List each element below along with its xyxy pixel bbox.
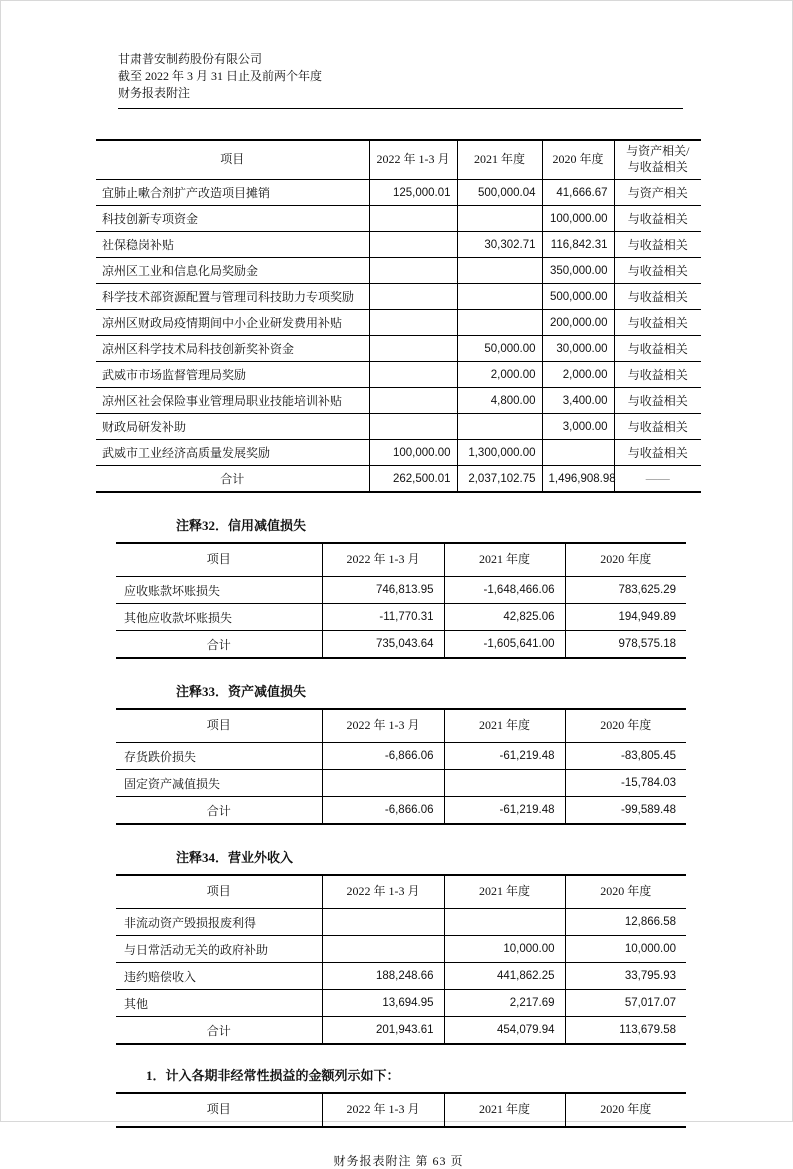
value-2020-cell: 978,575.18: [565, 631, 686, 659]
table-row: [116, 631, 686, 659]
value-2021-cell: 50,000.00: [457, 336, 542, 362]
value-2021-cell: [444, 909, 565, 936]
value-2021-cell: [457, 284, 542, 310]
item-cell: 合计: [116, 1017, 322, 1045]
table-row: [96, 440, 701, 466]
item-cell: 存货跌价损失: [116, 743, 322, 770]
column-header-2022: 2022 年 1-3 月: [369, 140, 457, 180]
value-2020-cell: 33,795.93: [565, 963, 686, 990]
value-2021-cell: 2,000.00: [457, 362, 542, 388]
value-2022-cell: 746,813.95: [322, 577, 444, 604]
table-row: [96, 362, 701, 388]
table-row: [96, 310, 701, 336]
report-period: 截至 2022 年 3 月 31 日止及前两个年度: [118, 69, 323, 83]
value-2022-cell: [369, 206, 457, 232]
item-cell: 合计: [116, 631, 322, 659]
value-2020-cell: 41,666.67: [542, 180, 614, 206]
value-2021-cell: 441,862.25: [444, 963, 565, 990]
value-2022-cell: 262,500.01: [369, 466, 457, 493]
note33-title: 注释33．资产减值损失: [176, 684, 307, 699]
value-2022-cell: [369, 232, 457, 258]
non-recurring-items-table: [116, 1092, 686, 1128]
column-header-2022: 2022 年 1-3 月: [322, 709, 444, 743]
column-header-2020: 2020 年度: [542, 140, 614, 180]
value-2020-cell: 350,000.00: [542, 258, 614, 284]
note34-title: 注释34．营业外收入: [176, 850, 294, 865]
table-row: [116, 936, 686, 963]
value-2020-cell: 57,017.07: [565, 990, 686, 1017]
table-row: [96, 284, 701, 310]
value-2020-cell: 200,000.00: [542, 310, 614, 336]
table-row: [116, 797, 686, 825]
related-type-cell: 与收益相关: [614, 388, 701, 414]
header-rule: [118, 108, 683, 109]
value-2021-cell: 500,000.04: [457, 180, 542, 206]
value-2022-cell: [369, 388, 457, 414]
table-row: [116, 990, 686, 1017]
column-header-2021: 2021 年度: [444, 1093, 565, 1127]
table-row: [96, 180, 701, 206]
item-cell: 应收账款坏账损失: [116, 577, 322, 604]
column-header-item: 项目: [116, 1093, 322, 1127]
related-type-cell: 与收益相关: [614, 336, 701, 362]
value-2021-cell: [457, 414, 542, 440]
table-row: [96, 466, 701, 493]
value-2022-cell: [322, 770, 444, 797]
credit-impairment-loss-table: [116, 542, 686, 659]
value-2022-cell: 13,694.95: [322, 990, 444, 1017]
value-2020-cell: 12,866.58: [565, 909, 686, 936]
value-2022-cell: [322, 909, 444, 936]
table-row: [116, 909, 686, 936]
asset-impairment-loss-table: [116, 708, 686, 825]
item-cell: 非流动资产毁损报废利得: [116, 909, 322, 936]
value-2020-cell: -15,784.03: [565, 770, 686, 797]
item-cell: 凉州区财政局疫情期间中小企业研发费用补贴: [96, 310, 369, 336]
value-2021-cell: [457, 206, 542, 232]
value-2021-cell: 4,800.00: [457, 388, 542, 414]
table-row: [96, 388, 701, 414]
doc-title: 财务报表附注: [118, 86, 191, 100]
related-type-cell: 与收益相关: [614, 440, 701, 466]
related-type-cell: 与收益相关: [614, 362, 701, 388]
value-2022-cell: [369, 362, 457, 388]
column-header-2022: 2022 年 1-3 月: [322, 875, 444, 909]
related-type-cell: 与收益相关: [614, 284, 701, 310]
value-2020-cell: 500,000.00: [542, 284, 614, 310]
table-row: [116, 743, 686, 770]
column-header-item: 项目: [116, 709, 322, 743]
column-header-related: [614, 140, 701, 180]
item-cell: 科技创新专项资金: [96, 206, 369, 232]
item-cell: 固定资产减值损失: [116, 770, 322, 797]
item-cell: 武威市市场监督管理局奖励: [96, 362, 369, 388]
related-type-cell: 与收益相关: [614, 232, 701, 258]
footer-page-label: 财务报表附注 第 63 页: [333, 1154, 464, 1168]
company-name: 甘肃普安制药股份有限公司: [118, 52, 263, 66]
related-type-cell: 与收益相关: [614, 206, 701, 232]
value-2021-cell: -61,219.48: [444, 797, 565, 825]
related-type-cell: 与收益相关: [614, 414, 701, 440]
value-2020-cell: -99,589.48: [565, 797, 686, 825]
related-type-cell: 与资产相关: [614, 180, 701, 206]
related-type-cell: 与收益相关: [614, 310, 701, 336]
value-2022-cell: [369, 258, 457, 284]
value-2021-cell: -61,219.48: [444, 743, 565, 770]
value-2021-cell: [457, 258, 542, 284]
item-cell: 凉州区社会保险事业管理局职业技能培训补贴: [96, 388, 369, 414]
value-2020-cell: [542, 440, 614, 466]
government-grants-table: [96, 139, 701, 493]
note32-title: 注释32．信用减值损失: [176, 518, 307, 533]
table-row: [116, 1017, 686, 1045]
table-row: [96, 206, 701, 232]
value-2022-cell: 201,943.61: [322, 1017, 444, 1045]
item-cell: 财政局研发补助: [96, 414, 369, 440]
item-cell: 合计: [116, 797, 322, 825]
column-header-2020: 2020 年度: [565, 1093, 686, 1127]
column-header-2020: 2020 年度: [565, 875, 686, 909]
value-2020-cell: 194,949.89: [565, 604, 686, 631]
column-header-2021: 2021 年度: [444, 709, 565, 743]
column-header-2020: 2020 年度: [565, 709, 686, 743]
value-2020-cell: 3,000.00: [542, 414, 614, 440]
table-header-row: [116, 1093, 686, 1127]
value-2022-cell: 100,000.00: [369, 440, 457, 466]
item-cell: 其他应收款坏账损失: [116, 604, 322, 631]
item-cell: 其他: [116, 990, 322, 1017]
value-2020-cell: 1,496,908.98: [542, 466, 614, 493]
item-cell: 武威市工业经济高质量发展奖励: [96, 440, 369, 466]
value-2021-cell: 42,825.06: [444, 604, 565, 631]
non-recurring-section-heading: 1．计入各期非经常性损益的金额列示如下：: [146, 1068, 400, 1083]
column-header-2021: 2021 年度: [457, 140, 542, 180]
value-2022-cell: [369, 414, 457, 440]
value-2021-cell: [457, 310, 542, 336]
value-2022-cell: [369, 310, 457, 336]
column-header-2020: 2020 年度: [565, 543, 686, 577]
value-2021-cell: 2,037,102.75: [457, 466, 542, 493]
table-row: [116, 963, 686, 990]
value-2022-cell: -6,866.06: [322, 743, 444, 770]
column-header-item: 项目: [116, 875, 322, 909]
value-2021-cell: 10,000.00: [444, 936, 565, 963]
value-2021-cell: -1,648,466.06: [444, 577, 565, 604]
value-2020-cell: 100,000.00: [542, 206, 614, 232]
value-2022-cell: -6,866.06: [322, 797, 444, 825]
table-row: [96, 414, 701, 440]
table-row: [116, 577, 686, 604]
item-cell: 与日常活动无关的政府补助: [116, 936, 322, 963]
table-header-row: [116, 709, 686, 743]
related-header-line1: 与资产相关/: [626, 144, 690, 159]
item-cell: 凉州区科学技术局科技创新奖补资金: [96, 336, 369, 362]
value-2022-cell: 125,000.01: [369, 180, 457, 206]
table-header-row: [96, 140, 701, 180]
column-header-2022: 2022 年 1-3 月: [322, 1093, 444, 1127]
value-2021-cell: [444, 770, 565, 797]
item-cell: 合计: [96, 466, 369, 493]
table-header-row: [116, 543, 686, 577]
value-2021-cell: 454,079.94: [444, 1017, 565, 1045]
value-2020-cell: -83,805.45: [565, 743, 686, 770]
value-2020-cell: 2,000.00: [542, 362, 614, 388]
non-operating-income-table: [116, 874, 686, 1045]
table-row: [96, 232, 701, 258]
doc-header: [118, 51, 792, 102]
value-2022-cell: 735,043.64: [322, 631, 444, 659]
table-row: [96, 336, 701, 362]
column-header-2021: 2021 年度: [444, 875, 565, 909]
item-cell: 宜肺止嗽合剂扩产改造项目摊销: [96, 180, 369, 206]
item-cell: 科学技术部资源配置与管理司科技助力专项奖励: [96, 284, 369, 310]
value-2021-cell: 1,300,000.00: [457, 440, 542, 466]
column-header-item: 项目: [116, 543, 322, 577]
table-header-row: [116, 875, 686, 909]
value-2022-cell: [369, 336, 457, 362]
table-row: [116, 604, 686, 631]
value-2022-cell: 188,248.66: [322, 963, 444, 990]
value-2020-cell: 3,400.00: [542, 388, 614, 414]
table-row: [116, 770, 686, 797]
value-2022-cell: [322, 936, 444, 963]
item-cell: 违约赔偿收入: [116, 963, 322, 990]
value-2020-cell: 113,679.58: [565, 1017, 686, 1045]
value-2020-cell: 116,842.31: [542, 232, 614, 258]
column-header-2021: 2021 年度: [444, 543, 565, 577]
value-2022-cell: [369, 284, 457, 310]
table-row: [96, 258, 701, 284]
column-header-item: 项目: [96, 140, 369, 180]
value-2022-cell: -11,770.31: [322, 604, 444, 631]
value-2021-cell: 30,302.71: [457, 232, 542, 258]
column-header-2022: 2022 年 1-3 月: [322, 543, 444, 577]
value-2020-cell: 30,000.00: [542, 336, 614, 362]
value-2021-cell: 2,217.69: [444, 990, 565, 1017]
value-2021-cell: -1,605,641.00: [444, 631, 565, 659]
item-cell: 社保稳岗补贴: [96, 232, 369, 258]
related-type-cell: ——: [614, 466, 701, 493]
value-2020-cell: 783,625.29: [565, 577, 686, 604]
item-cell: 凉州区工业和信息化局奖励金: [96, 258, 369, 284]
related-header-line2: 与收益相关: [627, 160, 688, 174]
related-type-cell: 与收益相关: [614, 258, 701, 284]
value-2020-cell: 10,000.00: [565, 936, 686, 963]
